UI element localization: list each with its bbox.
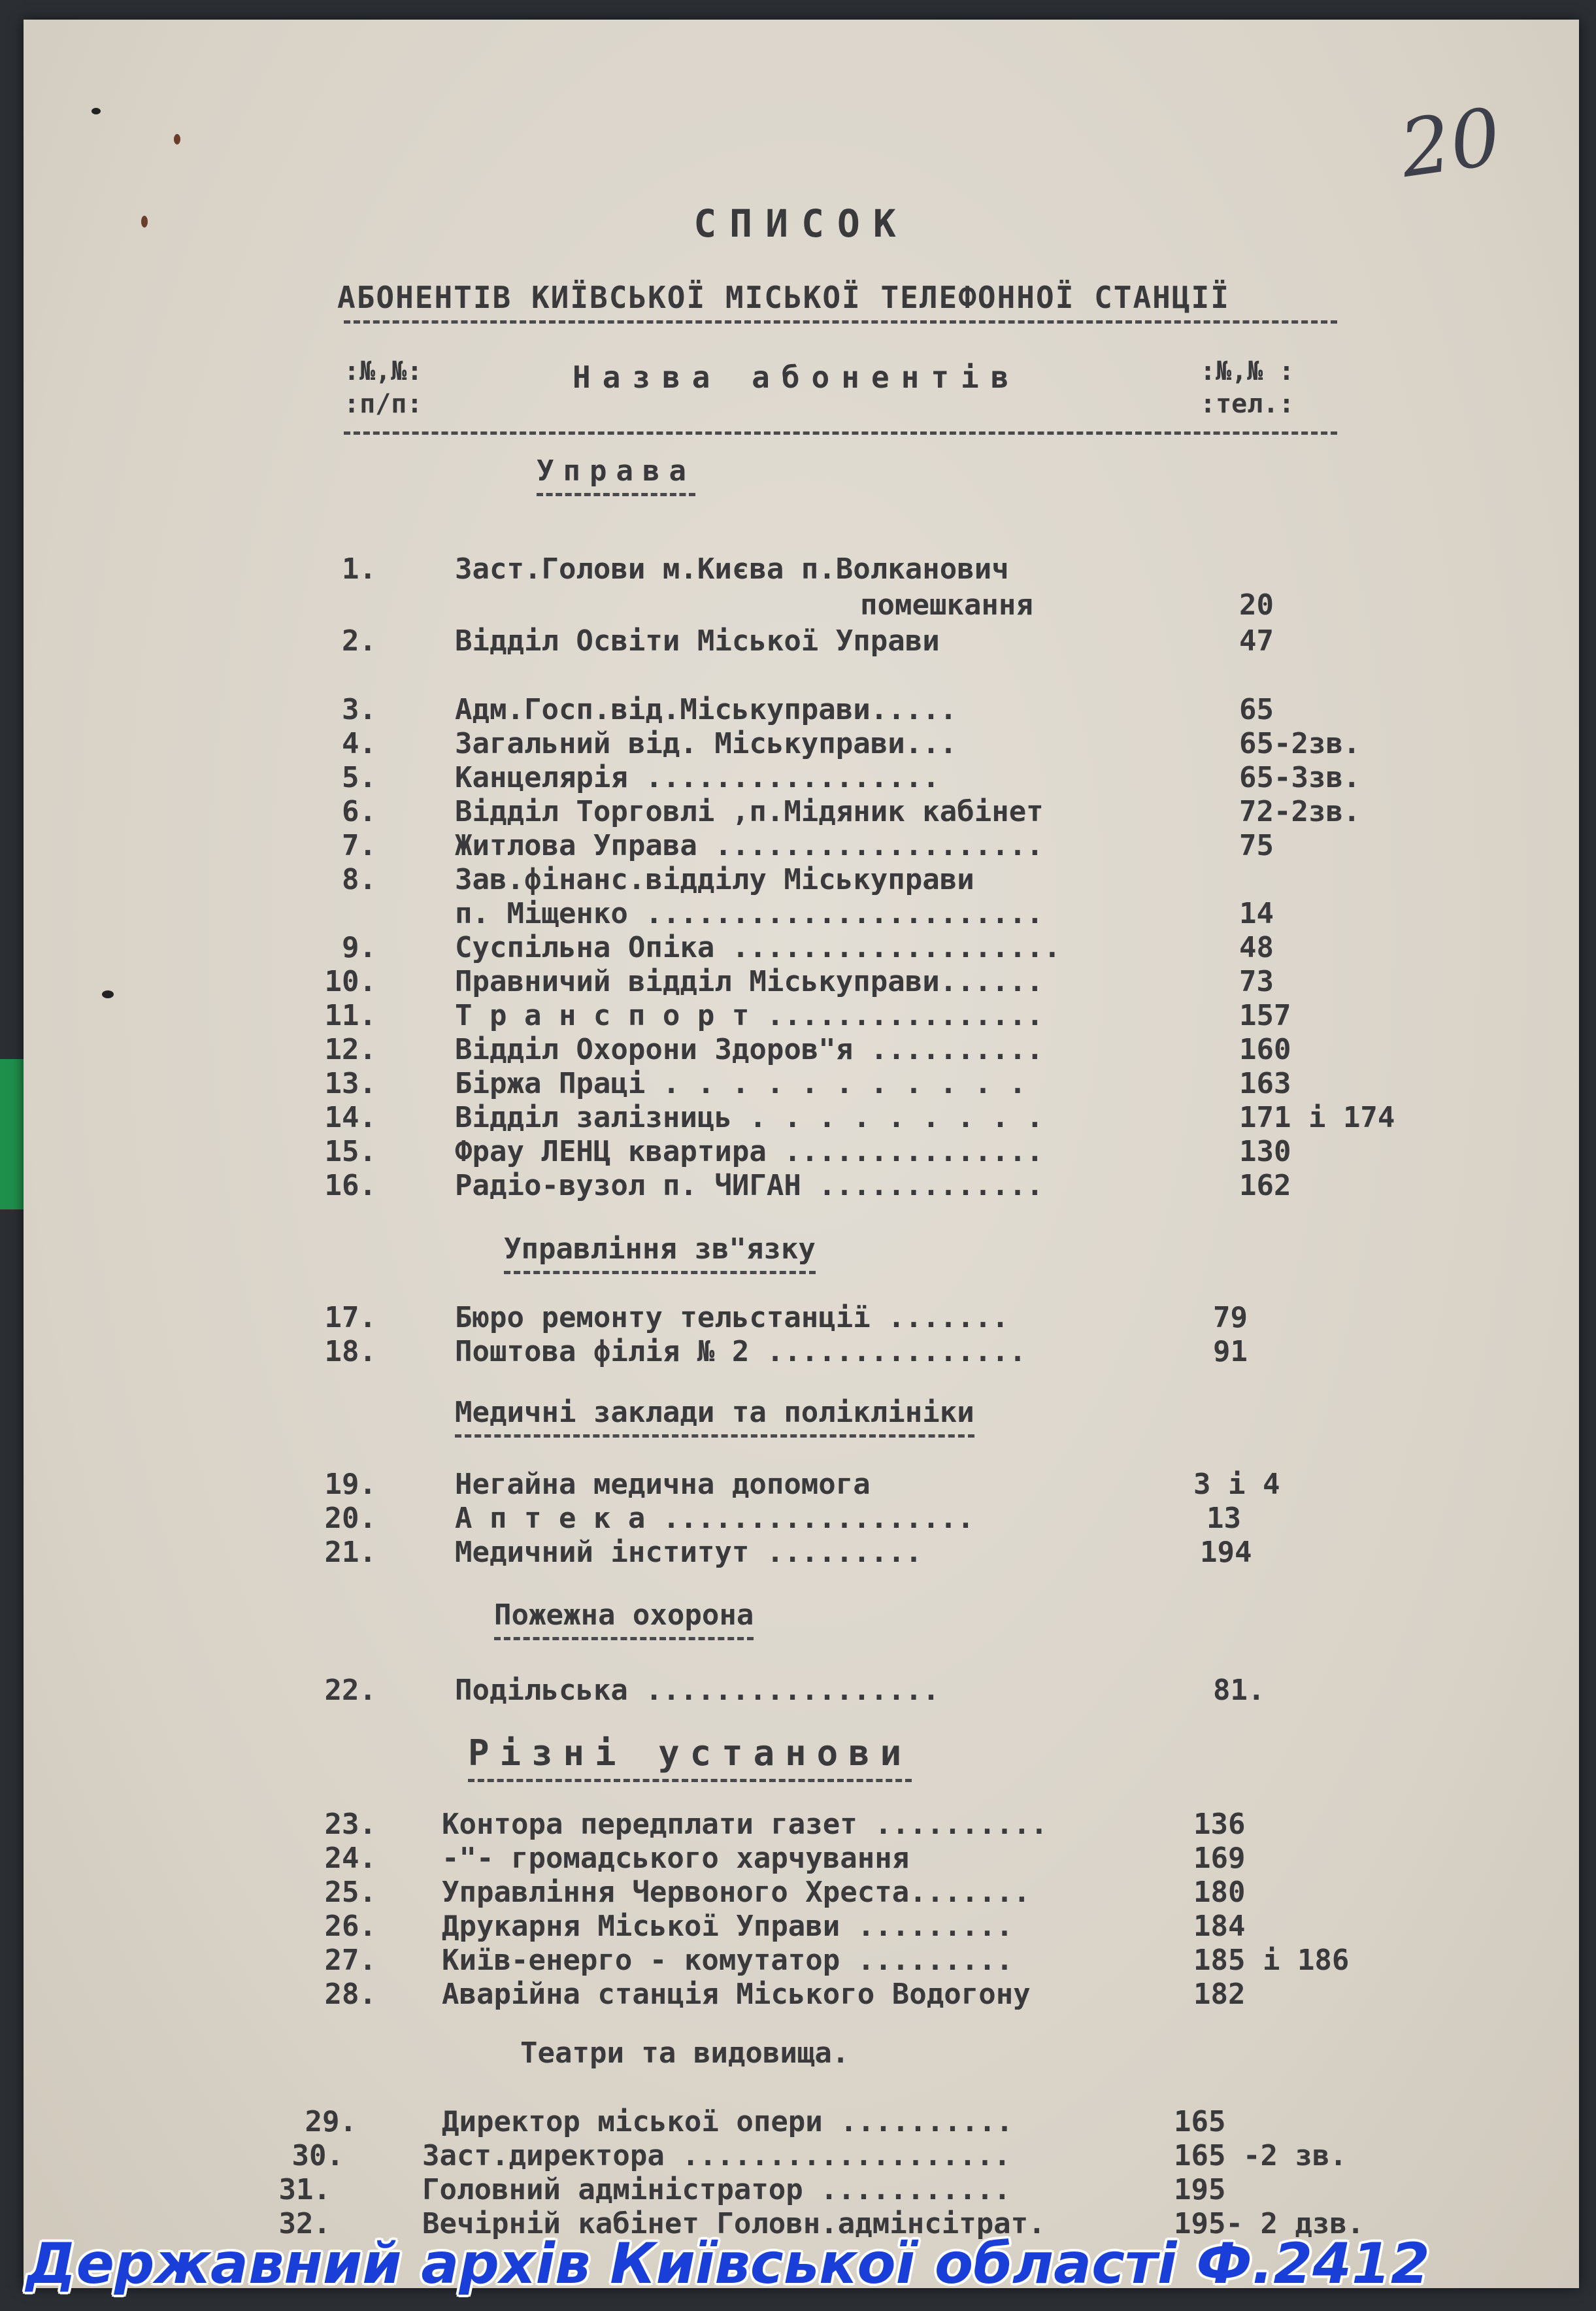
list-item [24, 2105, 1579, 2139]
entry-number: 10. [324, 965, 376, 998]
entry-name: Директор міської опери .......... [442, 2105, 1014, 2138]
entry-phone: 65-2зв. [1239, 727, 1361, 760]
entry-name: Фрау ЛЕНЦ квартира ............... [455, 1135, 1044, 1168]
entry-name: Подільська ................. [455, 1674, 940, 1707]
document-page [24, 20, 1579, 2288]
list-item [24, 552, 1579, 586]
entry-name: -"- громадського харчування [442, 1842, 910, 1875]
list-item [24, 897, 1579, 931]
entry-name: Управління Червоного Хреста....... [442, 1876, 1031, 1909]
archive-watermark: Державний архів Київської області Ф.2412 [26, 2231, 1430, 2297]
list-item [24, 1301, 1579, 1335]
entry-phone: 91 [1213, 1335, 1248, 1368]
entry-phone: 182 [1193, 1978, 1246, 2011]
entry-name: Радіо-вузол п. ЧИГАН ............. [455, 1169, 1044, 1202]
entry-number: 17. [324, 1301, 376, 1334]
entry-number: 11. [324, 999, 376, 1032]
entry-name: Житлова Управа ................... [455, 829, 1044, 862]
entry-phone: 130 [1239, 1135, 1291, 1168]
divider [344, 431, 1337, 435]
entry-phone: 47 [1239, 624, 1274, 658]
entry-phone: 184 [1193, 1910, 1246, 1943]
entry-phone: 162 [1239, 1169, 1291, 1202]
entry-number: 20. [324, 1502, 376, 1535]
list-item [24, 1536, 1579, 1570]
list-item [24, 1135, 1579, 1169]
entry-number: 23. [324, 1808, 376, 1841]
entry-name: Вечірній кабінет Головн.адмінсітрат. [422, 2207, 1046, 2240]
list-item [24, 761, 1579, 795]
entry-phone: 160 [1239, 1033, 1291, 1066]
list-item [24, 1169, 1579, 1203]
entry-name: Правничий відділ Міськуправи...... [455, 965, 1044, 998]
entry-phone: 165 [1174, 2105, 1226, 2138]
entry-phone: 73 [1239, 965, 1274, 998]
list-item [24, 1468, 1579, 1502]
entry-number: 32. [278, 2207, 331, 2240]
entry-phone: 171 і 174 [1239, 1101, 1395, 1134]
entry-phone: 195- 2 дзв. [1174, 2207, 1365, 2240]
entry-number: 7. [342, 829, 376, 862]
entry-phone: 165 -2 зв. [1174, 2139, 1347, 2172]
entry-name: Друкарня Міської Управи ......... [442, 1910, 1014, 1943]
entry-phone: 65 [1239, 693, 1274, 726]
entry-name: Бюро ремонту тельстанції ....... [455, 1301, 1009, 1334]
list-item [24, 624, 1579, 658]
entry-name: Контора передплати газет .......... [442, 1808, 1048, 1841]
ink-speck [174, 134, 180, 144]
entry-number: 9. [342, 931, 376, 964]
header-number-col-sub: :п/п: [344, 389, 423, 419]
entry-phone: 3 і 4 [1193, 1468, 1280, 1501]
section-heading-rizni: Різні установи [468, 1732, 912, 1782]
entry-phone: 185 і 186 [1193, 1944, 1350, 1977]
entry-number: 28. [324, 1978, 376, 2011]
list-item [24, 1910, 1579, 1944]
entry-number: 18. [324, 1335, 376, 1368]
entry-name: Суспільна Опіка ................... [455, 931, 1061, 964]
entry-number: 29. [305, 2105, 357, 2138]
document-title: СПИСОК [693, 201, 909, 246]
list-item [24, 1842, 1579, 1876]
section-heading-zviazok: Управління зв"язку [504, 1232, 816, 1274]
list-item [24, 863, 1579, 897]
section-heading-uprava: Управа [537, 454, 695, 496]
list-item [24, 727, 1579, 761]
list-item [24, 2173, 1579, 2207]
entry-phone: 157 [1239, 999, 1291, 1032]
entry-number: 4. [342, 727, 376, 760]
document-subtitle: АБОНЕНТІВ КИЇВСЬКОЇ МІСЬКОЇ ТЕЛЕФОННОЇ СТАНЦІЇ [337, 280, 1230, 315]
entry-name: Аварійна станція Міського Водогону [442, 1978, 1031, 2011]
entry-number: 22. [324, 1674, 376, 1707]
entry-name: Відділ залізниць . . . . . . . . . [455, 1101, 1044, 1134]
entry-name: Поштова філія № 2 ............... [455, 1335, 1027, 1368]
entry-number: 27. [324, 1944, 376, 1977]
entry-number: 14. [324, 1101, 376, 1134]
list-item [24, 931, 1579, 965]
entry-number: 2. [342, 624, 376, 658]
handwritten-page-number: 20 [1395, 92, 1506, 195]
entry-number: 16. [324, 1169, 376, 1202]
entry-phone: 194 [1200, 1536, 1252, 1569]
entry-name: А п т е к а .................. [455, 1502, 974, 1535]
entry-name: п. Міщенко ....................... [455, 897, 1044, 930]
entry-name: Біржа Праці . . . . . . . . . . . [455, 1067, 1027, 1100]
entry-number: 12. [324, 1033, 376, 1066]
entry-name: Загальний від. Міськуправи... [455, 727, 957, 760]
entry-phone: 195 [1174, 2173, 1226, 2206]
list-item [24, 999, 1579, 1033]
entry-name: Канцелярія ................. [455, 761, 940, 794]
entry-name: Заст.Голови м.Києва п.Волканович [455, 552, 1009, 586]
entry-name: Медичний інститут ......... [455, 1536, 923, 1569]
entry-name: помешкання [860, 588, 1033, 622]
entry-phone: 180 [1193, 1876, 1246, 1909]
entry-number: 25. [324, 1876, 376, 1909]
entry-phone: 65-3зв. [1239, 761, 1361, 794]
entry-number: 24. [324, 1842, 376, 1875]
entry-phone: 169 [1193, 1842, 1246, 1875]
list-item [24, 1067, 1579, 1101]
list-item [24, 2139, 1579, 2173]
entry-number: 15. [324, 1135, 376, 1168]
entry-name: Адм.Госп.від.Міськуправи..... [455, 693, 957, 726]
entry-number: 6. [342, 795, 376, 828]
entry-phone: 14 [1239, 897, 1274, 930]
list-item [24, 1944, 1579, 1978]
divider [344, 320, 1337, 324]
entry-phone: 81. [1213, 1674, 1265, 1707]
entry-name: Київ-енерго - комутатор ......... [442, 1944, 1014, 1977]
entry-phone: 20 [1239, 588, 1274, 622]
entry-phone: 163 [1239, 1067, 1291, 1100]
list-item [24, 588, 1579, 622]
section-heading-medychni: Медичні заклади та поліклініки [455, 1396, 974, 1438]
list-item [24, 1033, 1579, 1067]
entry-name: Відділ Торговлі ,п.Мідяник кабінет [455, 795, 1044, 828]
list-item [24, 1808, 1579, 1842]
entry-number: 13. [324, 1067, 376, 1100]
entry-phone: 48 [1239, 931, 1274, 964]
entry-phone: 72-2зв. [1239, 795, 1361, 828]
list-item [24, 965, 1579, 999]
entry-name: Відділ Охорони Здоров"я .......... [455, 1033, 1044, 1066]
entry-name: Негайна медична допомога [455, 1468, 871, 1501]
entry-number: 21. [324, 1536, 376, 1569]
header-number-col: :№,№: [344, 356, 423, 386]
entry-number: 19. [324, 1468, 376, 1501]
entry-phone: 75 [1239, 829, 1274, 862]
entry-number: 30. [291, 2139, 344, 2172]
entry-phone: 79 [1213, 1301, 1248, 1334]
list-item [24, 795, 1579, 829]
entry-phone: 13 [1206, 1502, 1241, 1535]
header-name-col: Назва абонентів [573, 360, 1021, 395]
list-item [24, 1674, 1579, 1708]
entry-name: Відділ Освіти Міської Управи [455, 624, 940, 658]
entry-name: Головний адміністратор ........... [422, 2173, 1011, 2206]
list-item [24, 1978, 1579, 2012]
entry-name: Заст.директора ................... [422, 2139, 1011, 2172]
header-tel-col: :№,№ : [1200, 356, 1295, 386]
list-item [24, 829, 1579, 863]
entry-number: 31. [278, 2173, 331, 2206]
entry-number: 26. [324, 1910, 376, 1943]
entry-number: 3. [342, 693, 376, 726]
list-item [24, 1876, 1579, 1910]
section-heading-pozhezhna: Пожежна охорона [494, 1598, 754, 1640]
entry-name: Зав.фінанс.відділу Міськуправи [455, 863, 974, 896]
section-heading-teatry: Театри та видовища. [520, 2036, 850, 2070]
list-item [24, 1335, 1579, 1369]
list-item [24, 693, 1579, 727]
entry-number: 1. [342, 552, 376, 586]
entry-name: Т р а н с п о р т ................ [455, 999, 1044, 1032]
entry-number: 8. [342, 863, 376, 896]
entry-phone: 136 [1193, 1808, 1246, 1841]
entry-number: 5. [342, 761, 376, 794]
list-item [24, 1502, 1579, 1536]
ink-speck [91, 108, 101, 114]
header-tel-col-sub: :тел.: [1200, 389, 1295, 419]
list-item [24, 1101, 1579, 1135]
